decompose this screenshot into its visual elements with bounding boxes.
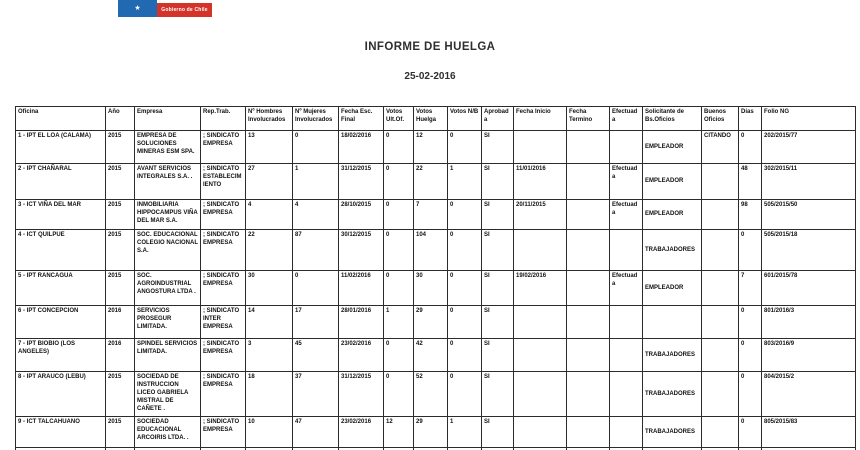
column-header: Año	[106, 107, 135, 131]
table-cell: SERVICIOS PROSEGUR LIMITADA.	[135, 306, 201, 339]
table-cell	[702, 339, 739, 372]
table-cell: SOCIEDAD EDUCACIONAL ARCOIRIS LTDA. .	[135, 417, 201, 448]
table-cell: 52	[414, 372, 448, 417]
strike-report-table	[15, 106, 856, 450]
table-cell: 7 - IPT BIOBIO (LOS ANGELES)	[16, 339, 106, 372]
table-cell: 202/2015/77	[762, 131, 856, 164]
column-header: Folio NG	[762, 107, 856, 131]
table-cell: 42	[414, 339, 448, 372]
table-cell: 29	[414, 417, 448, 448]
table-cell: 0	[384, 131, 414, 164]
table-cell	[610, 417, 643, 448]
table-cell: ; SINDICATO EMPRESA	[201, 131, 246, 164]
table-cell: 11/02/2016	[339, 271, 384, 306]
table-cell: 2016	[106, 339, 135, 372]
table-cell: 11/01/2016	[514, 164, 567, 200]
table-cell: 3 - ICT VIÑA DEL MAR	[16, 200, 106, 230]
column-header: Votos Ult.Of.	[384, 107, 414, 131]
table-cell: 7	[414, 200, 448, 230]
table-cell: ; SINDICATO ESTABLECIMIENTO	[201, 164, 246, 200]
table-cell: 10	[246, 417, 293, 448]
report-date: 25-02-2016	[404, 71, 456, 82]
table-cell: 37	[293, 372, 339, 417]
page-title: INFORME DE HUELGA	[364, 41, 496, 53]
column-header: Nº Mujeres Involucrados	[293, 107, 339, 131]
table-row	[16, 417, 856, 448]
table-cell: 2015	[106, 200, 135, 230]
table-cell: 23/02/2016	[339, 417, 384, 448]
table-cell: 0	[739, 230, 762, 271]
table-cell: 8 - IPT ARAUCO (LEBU)	[16, 372, 106, 417]
table-cell	[567, 164, 610, 200]
table-cell	[610, 306, 643, 339]
table-cell: 1 - IPT EL LOA (CALAMA)	[16, 131, 106, 164]
table-cell: EMPLEADOR	[643, 164, 702, 200]
table-cell: 1	[448, 417, 482, 448]
table-cell: 0	[384, 339, 414, 372]
table-cell: ; SINDICATO EMPRESA	[201, 339, 246, 372]
column-header: Aprobada	[482, 107, 514, 131]
column-header: Votos N/B	[448, 107, 482, 131]
table-cell	[567, 230, 610, 271]
table-cell: 2015	[106, 164, 135, 200]
column-header: Votos Huelga	[414, 107, 448, 131]
table-cell: 13	[246, 131, 293, 164]
table-cell: 45	[293, 339, 339, 372]
table-cell: 0	[384, 200, 414, 230]
table-cell	[567, 200, 610, 230]
table-cell: 0	[384, 271, 414, 306]
table-cell	[567, 372, 610, 417]
table-cell: EMPLEADOR	[643, 131, 702, 164]
table-cell: SI	[482, 200, 514, 230]
table-cell: 3	[246, 339, 293, 372]
table-cell	[610, 339, 643, 372]
table-cell: SOC. EDUCACIONAL COLEGIO NACIONAL S.A.	[135, 230, 201, 271]
table-cell	[702, 230, 739, 271]
table-cell: 98	[739, 200, 762, 230]
table-cell	[702, 271, 739, 306]
table-cell: 6 - IPT CONCEPCION	[16, 306, 106, 339]
table-cell: 48	[739, 164, 762, 200]
table-cell: 2016	[106, 306, 135, 339]
logo-label: Gobierno de Chile	[157, 3, 212, 17]
table-cell	[514, 372, 567, 417]
table-cell: 0	[293, 271, 339, 306]
table-cell	[702, 200, 739, 230]
table-cell: 0	[739, 417, 762, 448]
table-cell: 9 - ICT TALCAHUANO	[16, 417, 106, 448]
table-cell: 14	[246, 306, 293, 339]
table-cell: 0	[293, 131, 339, 164]
table-cell	[610, 372, 643, 417]
table-cell: 19/02/2016	[514, 271, 567, 306]
table-cell: TRABAJADORES	[643, 417, 702, 448]
table-cell: 22	[414, 164, 448, 200]
table-cell	[514, 306, 567, 339]
table-cell: CITANDO	[702, 131, 739, 164]
table-cell: 0	[384, 164, 414, 200]
table-cell	[567, 417, 610, 448]
table-cell: TRABAJADORES	[643, 339, 702, 372]
column-header: Días	[739, 107, 762, 131]
table-cell: 803/2016/9	[762, 339, 856, 372]
table-cell: 87	[293, 230, 339, 271]
table-cell	[567, 306, 610, 339]
table-cell: INMOBILIARIA HIPPOCAMPUS VIÑA DEL MAR S.A.	[135, 200, 201, 230]
table-cell: SPINDEL SERVICIOS LIMITADA.	[135, 339, 201, 372]
column-header: Empresa	[135, 107, 201, 131]
table-cell: TRABAJADORES	[643, 230, 702, 271]
table-cell: TRABAJADORES	[643, 372, 702, 417]
table-cell: 804/2015/2	[762, 372, 856, 417]
table-cell: 0	[739, 372, 762, 417]
table-cell	[514, 417, 567, 448]
table-cell: 5 - IPT RANCAGUA	[16, 271, 106, 306]
table-row	[16, 306, 856, 339]
table-cell: 17	[293, 306, 339, 339]
table-cell: 27	[246, 164, 293, 200]
table-cell: SOC. AGROINDUSTRIAL ANGOSTURA LTDA .	[135, 271, 201, 306]
table-cell	[702, 372, 739, 417]
column-header: Oficina	[16, 107, 106, 131]
table-cell: ; SINDICATO EMPRESA	[201, 230, 246, 271]
table-row	[16, 339, 856, 372]
chile-flag-icon	[118, 0, 157, 17]
table-cell: SI	[482, 372, 514, 417]
table-row	[16, 372, 856, 417]
gobierno-de-chile-logo	[118, 0, 212, 17]
table-cell: 0	[448, 131, 482, 164]
table-cell: ; SINDICATO EMPRESA	[201, 200, 246, 230]
column-header: Buenos Oficios	[702, 107, 739, 131]
table-cell: ; SINDICATO EMPRESA	[201, 417, 246, 448]
table-cell: SI	[482, 339, 514, 372]
table-cell: 505/2015/50	[762, 200, 856, 230]
table-cell: ; SINDICATO EMPRESA	[201, 271, 246, 306]
table-cell	[514, 339, 567, 372]
table-cell: 30/12/2015	[339, 230, 384, 271]
table-cell: SOCIEDAD DE INSTRUCCION LICEO GABRIELA MISTRAL DE CAÑETE .	[135, 372, 201, 417]
star-icon: ★	[134, 5, 141, 12]
table-cell: 4	[293, 200, 339, 230]
table-cell: 4	[246, 200, 293, 230]
table-cell: 2015	[106, 230, 135, 271]
table-cell: Efectuada	[610, 271, 643, 306]
table-cell: 302/2015/11	[762, 164, 856, 200]
table-cell: 7	[739, 271, 762, 306]
table-cell	[702, 417, 739, 448]
column-header: Efectuada	[610, 107, 643, 131]
table-cell	[567, 339, 610, 372]
table-cell: SI	[482, 131, 514, 164]
table-cell: ; SINDICATO INTER EMPRESA	[201, 306, 246, 339]
table-cell	[514, 131, 567, 164]
table-cell: 2015	[106, 271, 135, 306]
table-cell: SI	[482, 417, 514, 448]
table-cell: 2015	[106, 417, 135, 448]
table-cell: 104	[414, 230, 448, 271]
column-header: Rep.Trab.	[201, 107, 246, 131]
table-cell	[610, 230, 643, 271]
table-cell: SI	[482, 230, 514, 271]
table-cell: 0	[448, 271, 482, 306]
table-cell: EMPLEADOR	[643, 200, 702, 230]
table-cell: 18	[246, 372, 293, 417]
table-cell: SI	[482, 164, 514, 200]
table-cell: Efectuada	[610, 200, 643, 230]
table-cell: 12	[384, 417, 414, 448]
table-row	[16, 131, 856, 164]
table-cell: 31/12/2015	[339, 372, 384, 417]
table-cell: 47	[293, 417, 339, 448]
table-cell: EMPLEADOR	[643, 271, 702, 306]
table-cell: 0	[384, 372, 414, 417]
table-cell: 601/2015/78	[762, 271, 856, 306]
table-cell	[702, 164, 739, 200]
table-row	[16, 164, 856, 200]
table-cell: 20/11/2015	[514, 200, 567, 230]
column-header: Nº Hombres Involucrados	[246, 107, 293, 131]
table-cell: 22	[246, 230, 293, 271]
table-cell: 29	[414, 306, 448, 339]
table-cell: 12	[414, 131, 448, 164]
table-cell: ; SINDICATO EMPRESA	[201, 372, 246, 417]
table-cell: 0	[448, 306, 482, 339]
table-cell: 801/2016/3	[762, 306, 856, 339]
table-cell	[567, 271, 610, 306]
table-cell: 1	[293, 164, 339, 200]
table-cell: 505/2015/18	[762, 230, 856, 271]
column-header: Solicitante de Bs.Oficios	[643, 107, 702, 131]
table-cell: 30	[246, 271, 293, 306]
table-cell	[610, 131, 643, 164]
table-cell	[514, 230, 567, 271]
table-cell: EMPRESA DE SOLUCIONES MINERAS ESM SPA.	[135, 131, 201, 164]
table-cell	[643, 306, 702, 339]
table-cell: 0	[739, 131, 762, 164]
table-cell: 2015	[106, 372, 135, 417]
table-cell: 0	[448, 230, 482, 271]
table-cell: 31/12/2015	[339, 164, 384, 200]
table-cell: 30	[414, 271, 448, 306]
table-cell: 0	[448, 339, 482, 372]
table-cell: 1	[448, 164, 482, 200]
table-cell: 28/10/2015	[339, 200, 384, 230]
table-row	[16, 200, 856, 230]
column-header: Fecha Inicio	[514, 107, 567, 131]
table-cell: 0	[384, 230, 414, 271]
table-cell: 0	[739, 339, 762, 372]
table-cell	[567, 131, 610, 164]
table-cell: 4 - ICT QUILPUE	[16, 230, 106, 271]
table-cell: 18/02/2016	[339, 131, 384, 164]
table-header-row	[16, 107, 856, 131]
table-row	[16, 271, 856, 306]
table-cell: 2015	[106, 131, 135, 164]
table-cell	[702, 306, 739, 339]
table-cell: AVANT SERVICIOS INTEGRALES S.A. .	[135, 164, 201, 200]
table-cell: 805/2015/83	[762, 417, 856, 448]
table-cell: 1	[384, 306, 414, 339]
table-cell: Efectuada	[610, 164, 643, 200]
table-cell: 0	[448, 200, 482, 230]
table-cell: SI	[482, 306, 514, 339]
table-cell: 2 - IPT CHAÑARAL	[16, 164, 106, 200]
table-cell: 23/02/2016	[339, 339, 384, 372]
table-cell: 28/01/2016	[339, 306, 384, 339]
column-header: Fecha Esc. Final	[339, 107, 384, 131]
table-cell: SI	[482, 271, 514, 306]
column-header: Fecha Termino	[567, 107, 610, 131]
table-cell: 0	[448, 372, 482, 417]
table-row	[16, 230, 856, 271]
table-cell: 0	[739, 306, 762, 339]
